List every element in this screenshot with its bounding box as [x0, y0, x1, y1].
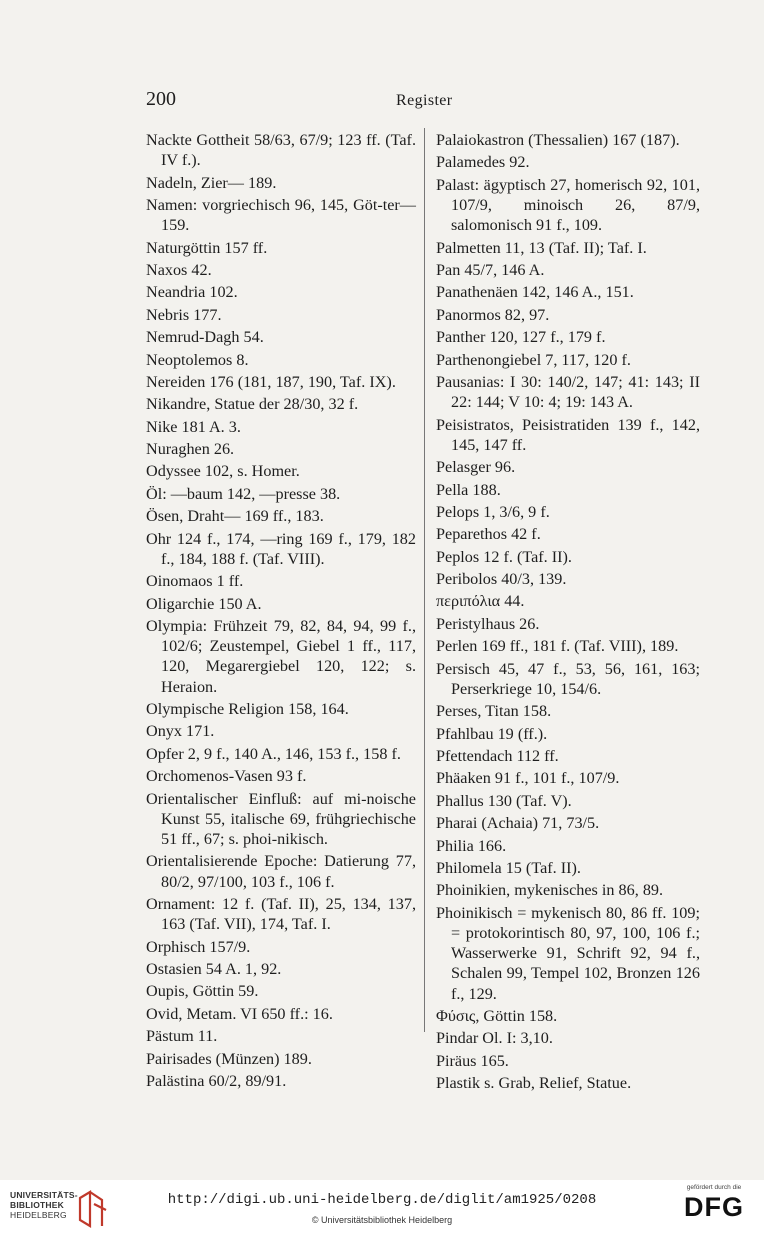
index-entry: Parthenongiebel 7, 117, 120 f. — [436, 350, 631, 369]
index-entry: Plastik s. Grab, Relief, Statue. — [436, 1074, 632, 1093]
index-entry: Palast: ägyptisch 27, homerisch 92, 101, 107/9, minoisch 26, 87/9, salomonisch 91 f., 109. — [436, 175, 700, 235]
index-entry: Pharai (Achaia) 71, 73/5. — [436, 814, 600, 833]
index-entry: Pan 45/7, 146 A. — [436, 260, 545, 279]
index-entry: Oupis, Göttin 59. — [146, 982, 259, 1001]
dfg-logo[interactable] — [676, 1184, 752, 1230]
index-column-right — [436, 130, 700, 1096]
index-entry: Neoptolemos 8. — [146, 350, 249, 369]
index-entry: Palamedes 92. — [436, 153, 530, 172]
index-entry: Phallus 130 (Taf. V). — [436, 791, 572, 810]
index-entry: Peparethos 42 f. — [436, 525, 541, 544]
index-entry: Pelops 1, 3/6, 9 f. — [436, 502, 550, 521]
index-entry: Phoinikien, mykenisches in 86, 89. — [436, 881, 664, 900]
page-header — [146, 88, 700, 116]
index-entry: Nadeln, Zier— 189. — [146, 173, 277, 192]
index-entry: Naturgöttin 157 ff. — [146, 238, 268, 257]
index-entry: Pausanias: I 30: 140/2, 147; 41: 143; II 22: 144; V 10: 4; 19: 143 A. — [436, 372, 700, 412]
index-entry: Pfahlbau 19 (ff.). — [436, 724, 548, 743]
index-entry: Olympia: Frühzeit 79, 82, 84, 94, 99 f., 102/6; Zeustempel, Giebel 1 ff., 117, 120, Megarergiebel 120, 122; s. Heraion. — [146, 617, 416, 696]
index-entry: Peisistratos, Peisistratiden 139 f., 142, 145, 147 ff. — [436, 415, 700, 454]
index-entry: Ovid, Metam. VI 650 ff.: 16. — [146, 1004, 333, 1023]
index-entry: Oinomaos 1 ff. — [146, 572, 244, 591]
funder-mark: DFG — [684, 1192, 744, 1222]
index-entry: Phoinikisch = mykenisch 80, 86 ff. 109; = protokorintisch 80, 97, 100, 106 f.; Wasserwerke 91, Schrift 92, 94 f., Schalen 99, Tempel 102, Bronzen 126 f., 129. — [436, 903, 700, 1003]
index-entry: Pfettendach 112 ff. — [436, 747, 559, 765]
index-entry: Pindar Ol. I: 3,10. — [436, 1029, 553, 1048]
index-entry: Orientalisierende Epoche: Datierung 77, 80/2, 97/100, 103 f., 106 f. — [146, 852, 416, 891]
index-entry: Orientalischer Einfluß: auf mi-noische Kunst 55, italische 69, frühgriechische 51 ff., 67; s. phoi-nikisch. — [146, 789, 416, 848]
index-entry: Olympische Religion 158, 164. — [146, 700, 349, 719]
funder-label: gefördert durch die — [686, 1184, 742, 1191]
running-head: Register — [396, 92, 453, 109]
viewer-footer — [0, 1180, 764, 1235]
permalink-url[interactable]: http://digi.ub.uni-heidelberg.de/diglit/am1925/0208 — [167, 1192, 597, 1208]
index-entry: Palaiokastron (Thessalien) 167 (187). — [436, 131, 680, 149]
index-entry: Perses, Titan 158. — [436, 702, 552, 721]
index-entry: Philia 166. — [436, 836, 507, 855]
index-entry: Naxos 42. — [146, 260, 212, 279]
index-entry: Neandria 102. — [146, 283, 238, 302]
index-entry: Palmetten 11, 13 (Taf. II); Taf. I. — [436, 238, 647, 257]
library-logo-text: UNIVERSITÄTS- BIBLIOTHEK HEIDELBERG — [10, 1190, 78, 1220]
index-entry: Phäaken 91 f., 101 f., 107/9. — [436, 769, 620, 788]
index-entry: Panormos 82, 97. — [436, 305, 550, 324]
index-entry: Namen: vorgriechisch 96, 145, Göt-ter— 159. — [146, 195, 416, 235]
column-divider — [424, 128, 425, 1032]
index-entry: Φύσις, Göttin 158. — [436, 1006, 558, 1025]
index-column-left — [146, 130, 416, 1093]
index-entry: Öl: —baum 142, —presse 38. — [146, 484, 341, 503]
index-entry: Nemrud-Dagh 54. — [146, 328, 264, 347]
index-entry: Pella 188. — [436, 480, 501, 499]
index-entry: Orphisch 157/9. — [146, 937, 251, 956]
index-entry: Perlen 169 ff., 181 f. (Taf. VIII), 189. — [436, 637, 679, 656]
index-entry: Ostasien 54 A. 1, 92. — [146, 959, 282, 978]
index-entry: Peribolos 40/3, 139. — [436, 570, 567, 589]
index-entry: Palästina 60/2, 89/91. — [146, 1071, 287, 1090]
index-entry: Orchomenos-Vasen 93 f. — [146, 767, 307, 786]
index-entry: Nereiden 176 (181, 187, 190, Taf. IX). — [146, 372, 396, 391]
index-entry: Panther 120, 127 f., 179 f. — [436, 328, 606, 347]
index-entry: Pästum 11. — [146, 1027, 218, 1046]
index-entry: Opfer 2, 9 f., 140 A., 146, 153 f., 158 f. — [146, 744, 401, 763]
index-entry: Nuraghen 26. — [146, 440, 235, 459]
index-entry: Piräus 165. — [436, 1051, 509, 1070]
index-entry: Oligarchie 150 A. — [146, 594, 262, 613]
index-entry: Nackte Gottheit 58/63, 67/9; 123 ff. (Taf. IV f.). — [146, 131, 416, 170]
index-entry: Peplos 12 f. (Taf. II). — [436, 547, 572, 566]
index-entry: Nebris 177. — [146, 305, 222, 324]
index-entry: Panathenäen 142, 146 A., 151. — [436, 283, 634, 302]
copyright-notice: © Universitätsbibliothek Heidelberg — [311, 1215, 453, 1225]
index-entry: Nike 181 A. 3. — [146, 417, 241, 436]
index-entry: περιπόλια 44. — [436, 592, 525, 611]
index-entry: Persisch 45, 47 f., 53, 56, 161, 163; Perserkriege 10, 154/6. — [436, 659, 700, 698]
index-entry: Ösen, Draht— 169 ff., 183. — [146, 507, 324, 526]
index-entry: Odyssee 102, s. Homer. — [146, 462, 300, 481]
index-entry: Ornament: 12 f. (Taf. II), 25, 134, 137, 163 (Taf. VII), 174, Taf. I. — [146, 894, 416, 934]
index-entry: Philomela 15 (Taf. II). — [436, 858, 581, 877]
index-entry: Onyx 171. — [146, 722, 215, 741]
index-entry: Ohr 124 f., 174, —ring 169 f., 179, 182 f., 184, 188 f. (Taf. VIII). — [146, 529, 416, 568]
index-entry: Peristylhaus 26. — [436, 614, 540, 633]
index-entry: Pairisades (Münzen) 189. — [146, 1049, 312, 1068]
page-number: 200 — [146, 88, 176, 110]
index-entry: Nikandre, Statue der 28/30, 32 f. — [146, 395, 359, 414]
index-entry: Pelasger 96. — [436, 458, 516, 477]
